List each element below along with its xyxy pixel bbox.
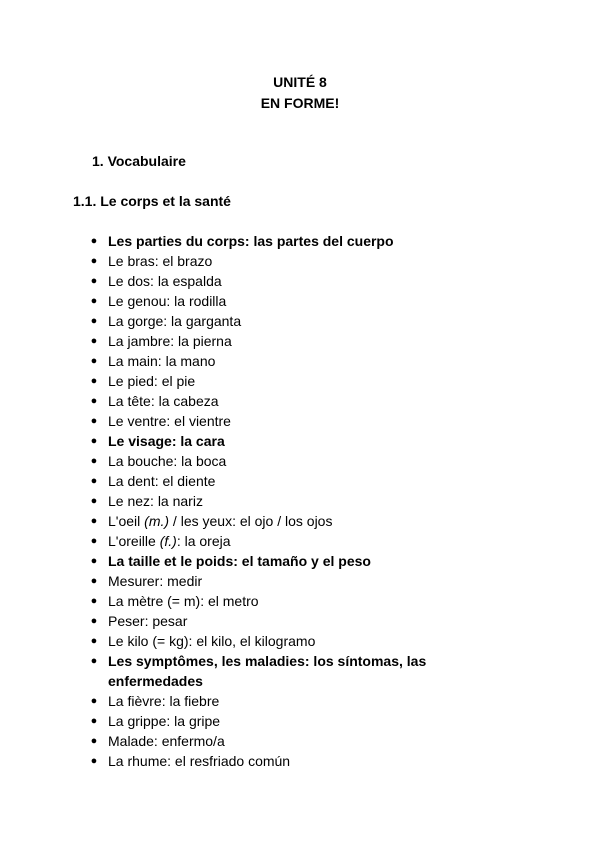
list-item [0,431,600,451]
list-item [0,751,600,771]
bullet-icon: ● [90,595,98,607]
bullet-icon: ● [90,695,98,707]
list-item-text: La gorge: la garganta [108,313,242,329]
list-item [0,651,600,691]
bullet-icon: ● [90,655,98,667]
unit-title-number: UNITÉ 8 [273,74,327,90]
list-item-text-pre: L'oreille [108,533,160,549]
bullet-icon: ● [90,535,98,547]
list-item [0,371,600,391]
bullet-icon: ● [90,615,98,627]
vocabulary-list [0,231,600,771]
list-item-text-post: / les yeux: el ojo / los ojos [169,513,333,529]
unit-title [0,72,600,114]
bullet-icon: ● [90,275,98,287]
list-item [0,571,600,591]
list-item [0,291,600,311]
list-item-text: La dent: el diente [108,473,216,489]
bullet-icon: ● [90,635,98,647]
list-item-text: Le bras: el brazo [108,253,213,269]
list-item-text: La jambre: la pierna [108,333,232,349]
list-item-text: Le kilo (= kg): el kilo, el kilogramo [108,633,316,649]
bullet-icon: ● [90,315,98,327]
bullet-icon: ● [90,335,98,347]
list-item-text-post: : la oreja [176,533,231,549]
list-item [0,591,600,611]
list-item-text: Les symptômes, les maladies: los síntomas, las enfermedades [108,653,427,689]
bullet-icon: ● [90,495,98,507]
list-item-text-pre: L'oeil [108,513,145,529]
bullet-icon: ● [90,355,98,367]
bullet-icon: ● [90,415,98,427]
list-item [0,731,600,751]
list-item [0,311,600,331]
list-item [0,491,600,511]
list-item [0,271,600,291]
list-item-text: Mesurer: medir [108,573,203,589]
list-item [0,251,600,271]
bullet-icon: ● [90,755,98,767]
bullet-icon: ● [90,735,98,747]
list-item-text: Le ventre: el vientre [108,413,231,429]
list-item-text: La taille et le poids: el tamaño y el peso [108,553,371,569]
bullet-icon: ● [90,715,98,727]
list-item-text: La tête: la cabeza [108,393,219,409]
list-item [0,391,600,411]
bullet-icon: ● [90,295,98,307]
list-item [0,511,600,531]
bullet-icon: ● [90,375,98,387]
bullet-icon: ● [90,575,98,587]
bullet-icon: ● [90,395,98,407]
bullet-icon: ● [90,235,98,247]
bullet-icon: ● [90,515,98,527]
list-item-text: La bouche: la boca [108,453,227,469]
bullet-icon: ● [90,435,98,447]
list-item-text: La fièvre: la fiebre [108,693,220,709]
bullet-icon: ● [90,555,98,567]
list-item-text: La rhume: el resfriado común [108,753,291,769]
list-item-text: Les parties du corps: las partes del cuerpo [108,233,394,249]
list-item-text: Le nez: la nariz [108,493,203,509]
list-item [0,351,600,371]
list-item [0,611,600,631]
list-item-text: Le genou: la rodilla [108,293,227,309]
bullet-icon: ● [90,455,98,467]
list-item [0,331,600,351]
list-item-text: Le pied: el pie [108,373,196,389]
list-item-text: Le visage: la cara [108,433,225,449]
list-item [0,711,600,731]
list-item [0,471,600,491]
list-item-text-italic: (m.) [144,513,170,529]
list-item [0,411,600,431]
section-heading: 1. Vocabulaire [92,153,186,169]
bullet-icon: ● [90,475,98,487]
list-item-text: Peser: pesar [108,613,188,629]
list-item-text-italic: (f.) [159,533,177,549]
subsection-heading: 1.1. Le corps et la santé [73,193,231,209]
list-item [0,691,600,711]
list-item [0,551,600,571]
list-item-text: La mètre (= m): el metro [108,593,259,609]
bullet-icon: ● [90,255,98,267]
list-item-text: La main: la mano [108,353,216,369]
list-item-text: Le dos: la espalda [108,273,222,289]
unit-title-name: EN FORME! [260,95,340,111]
list-item [0,231,600,251]
list-item-text: La grippe: la gripe [108,713,221,729]
list-item [0,631,600,651]
list-item-text: Malade: enfermo/a [108,733,225,749]
list-item [0,451,600,471]
list-item [0,531,600,551]
